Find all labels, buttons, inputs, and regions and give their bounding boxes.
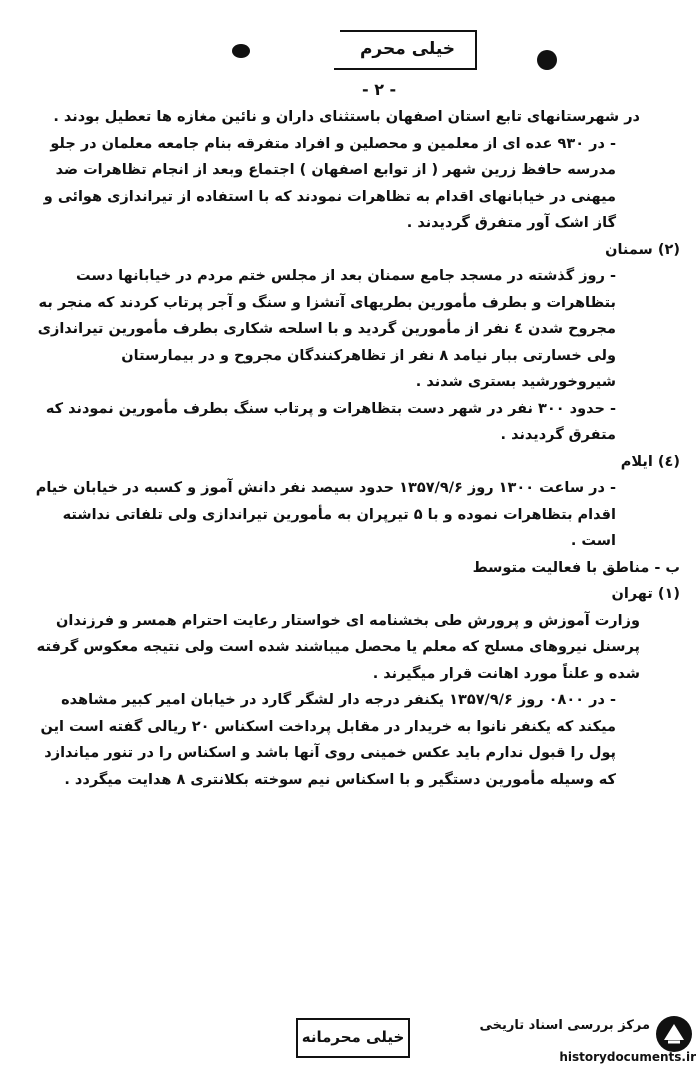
section-heading-ilam: (٤) ایلام [620,453,680,470]
punch-hole-mark [232,44,250,58]
paragraph-ministry-education: وزارت آموزش و پرورش طی بخشنامه ای خواستار رعایت احترام همسر و فرزندان پرسنل نیروهای مسلح که معلم یا محصل میباشند شده است ولی نتیجه معکوس گرفته شده و علناً مورد اهانت قرار میگیرند . [36,612,640,682]
section-heading-medium-activity: ب - مناطق با فعالیت متوسط [472,559,680,576]
paragraph-semnan-300: - حدود ۳۰۰ نفر در شهر دست بتظاهرات و پرتاب سنگ بطرف مأمورین نمودند که متفرق گردیدند . [30,396,640,449]
paragraph-baker: - در ۰۸۰۰ روز ۱۳۵۷/۹/۶ یکنفر درجه دار لشگر گارد در خیابان امیر کبیر مشاهده میکند که یکنفر نانوا به خریدار در مقابل پرداخت اسکناس ۲۰ ریالی گفته است این پول را قبول ندارم باید عکس خمینی روی آنها باشد و اسکناس را در تنور میاندازد که وسیله مأمورین دستگیر و با اسکناس نیم سوخته بکلانتری ۸ هدایت میگردد . [30,687,640,793]
section-heading-semnan: (۲) سمنان [605,241,680,258]
paragraph-isfahan-shops: در شهرستانهای تابع استان اصفهان باستثنای داران و نائین مغازه ها تعطیل بودند . [53,109,640,125]
classification-stamp-top: خیلی محرم [340,30,477,70]
classification-stamp-bottom: خیلی محرمانه [296,1018,410,1058]
page-number: - ۲ - [362,80,397,99]
document-body [30,104,680,793]
archive-logo-icon [654,1014,694,1054]
paragraph-zarrinshahr: - در ۹۳۰ عده ای از معلمین و محصلین و افراد متفرقه بنام جامعه معلمان در جلو مدرسه حافظ زرین شهر ( از توابع اصفهان ) اجتماع وبعد از انجام تظاهرات ضد میهنی در خیابانهای اقدام به تظاهرات نمودند که با استفاده از تیراندازی هوائی و گاز اشک آور متفرق گردیدند . [30,131,640,237]
archive-logo-url: historydocuments.ir [559,1050,696,1064]
punch-hole-mark [537,50,557,70]
paragraph-semnan-mosque: - روز گذشته در مسجد جامع سمنان بعد از مجلس ختم مردم در خیابانها دست بتظاهرات و بطرف مأمورین بطریهای آتشزا و سنگ و آجر پرتاب کردند که منجر به مجروح شدن ٤ نفر از مأمورین گردید و با اسلحه شکاری بطرف مأمورین تیراندازی ولی خسارتی ببار نیامد ۸ نفر از تظاهرکنندگان مجروح و در بیمارستان شیروخورشید بستری شدند . [30,263,640,396]
archive-logo [479,1010,700,1070]
archive-logo-text: مرکز بررسی اسناد تاریخی [479,1018,650,1033]
section-heading-tehran: (۱) تهران [611,586,680,602]
paragraph-ilam: - در ساعت ۱۳۰۰ روز ۱۳۵۷/۹/۶ حدود سیصد نفر دانش آموز و کسبه در خیابان خیام اقدام بتظاهرات نموده و با ۵ تیرپران به مأمورین تیراندازی ولی تلفاتی نداشته است . [30,475,640,555]
